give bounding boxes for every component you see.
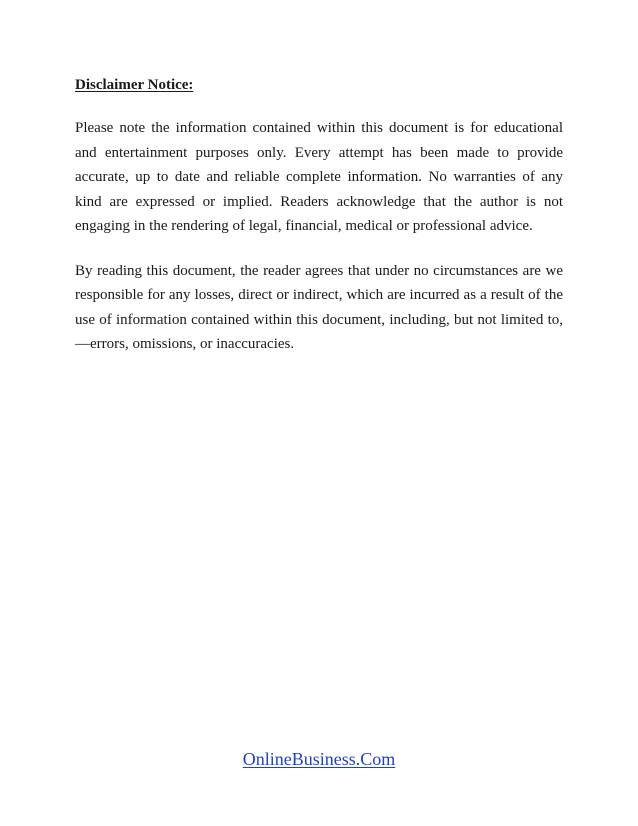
disclaimer-paragraph-2: By reading this document, the reader agrees that under no circumstances are we responsible for any losses, direct or indirect, which are incurred as a result of the use of information contained within this document, including, but not limited to, —errors, omissions, or inaccuracies. <box>75 262 563 352</box>
footer-website-link[interactable]: OnlineBusiness.Com <box>242 749 396 769</box>
disclaimer-heading: Disclaimer Notice: <box>75 77 194 93</box>
document-body <box>75 73 563 377</box>
disclaimer-paragraph-1: Please note the information contained within this document is for educational and entertainment purposes only. Every attempt has been made to provide accurate, up to date and reliable complete information. No warranties of any kind are expressed or implied. Readers acknowledge that the author is not engaging in the rendering of legal, financial, medical or professional advice. <box>75 120 563 234</box>
